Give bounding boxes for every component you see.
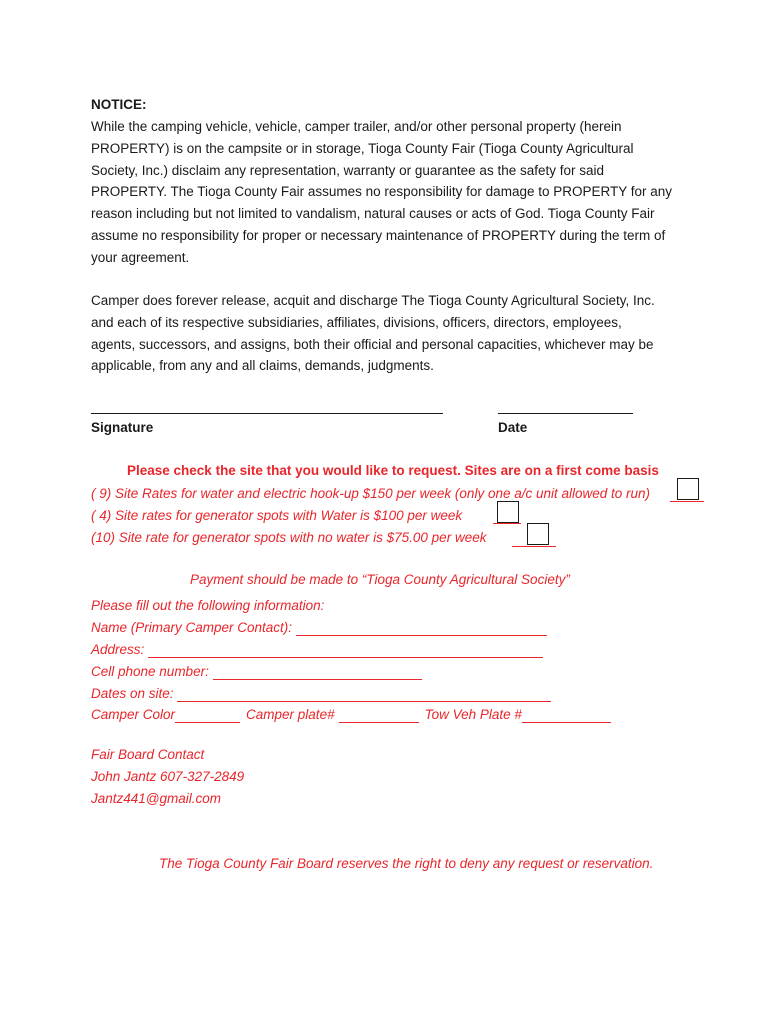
date-label: Date xyxy=(498,420,528,435)
notice-title: NOTICE: xyxy=(91,97,147,112)
option-underline xyxy=(512,545,556,547)
paragraph-line: agents, successors, and assigns, both their official and personal capacities, whichever may be xyxy=(91,336,654,352)
paragraph-line: assume no responsibility for proper or necessary maintenance of PROPERTY during the term of xyxy=(91,227,666,243)
cell-phone-input[interactable] xyxy=(213,664,422,680)
site-option-generator-water-checkbox[interactable] xyxy=(497,501,519,523)
address-label: Address: xyxy=(91,642,149,657)
paragraph-line: your agreement. xyxy=(91,249,190,265)
vehicle-row xyxy=(91,704,611,726)
name-row xyxy=(91,617,547,639)
address-row xyxy=(91,639,543,661)
camper-color-label: Camper Color xyxy=(91,707,176,722)
signature-field[interactable] xyxy=(91,401,443,414)
dates-on-site-input[interactable] xyxy=(177,686,551,702)
contact-name-phone: John Jantz 607-327-2849 xyxy=(91,769,245,784)
payment-note: Payment should be made to “Tioga County Agricultural Society” xyxy=(190,572,570,587)
site-option-generator-water: ( 4) Site rates for generator spots with Water is $100 per week xyxy=(91,508,463,523)
tow-plate-label: Tow Veh Plate # xyxy=(424,707,522,722)
name-input[interactable] xyxy=(296,620,547,636)
paragraph-line: reason including but not limited to vandalism, natural causes or acts of God. Tioga County Fair xyxy=(91,206,655,222)
camper-plate-label: Camper plate# xyxy=(246,707,335,722)
paragraph-line: applicable, from any and all claims, demands, judgments. xyxy=(91,358,434,374)
option-underline xyxy=(670,500,704,502)
notice-paragraph-1 xyxy=(91,116,672,269)
contact-email: Jantz441@gmail.com xyxy=(91,791,222,806)
site-request-heading: Please check the site that you would like to request. Sites are on a first come basis xyxy=(127,463,659,478)
paragraph-line: Society, Inc.) disclaim any representation, warranty or guarantee as the safety for said xyxy=(91,162,604,178)
release-paragraph xyxy=(91,290,655,377)
address-input[interactable] xyxy=(148,642,543,658)
site-option-water-electric-checkbox[interactable] xyxy=(677,478,699,500)
paragraph-line: PROPERTY. The Tioga County Fair assumes no responsibility for damage to PROPERTY for any xyxy=(91,184,673,200)
paragraph-line: Camper does forever release, acquit and discharge The Tioga County Agricultural Society, Inc. xyxy=(91,293,655,308)
paragraph-line: PROPERTY) is on the campsite or in storage, Tioga County Fair (Tioga County Agricultural xyxy=(91,140,634,156)
camper-plate-input[interactable] xyxy=(339,707,419,723)
cell-row xyxy=(91,661,422,683)
form-instructions: Please fill out the following information: xyxy=(91,598,325,613)
dates-row xyxy=(91,683,551,705)
paragraph-line: and each of its respective subsidiaries, affiliates, divisions, officers, directors, employees, xyxy=(91,314,622,330)
site-option-generator-no-water-checkbox[interactable] xyxy=(527,523,549,545)
site-option-water-electric: ( 9) Site Rates for water and electric hook-up $150 per week (only one a/c unit allowed to run) xyxy=(91,486,651,501)
camper-color-input[interactable] xyxy=(175,707,240,723)
tow-plate-input[interactable] xyxy=(522,707,611,723)
cell-label: Cell phone number: xyxy=(91,664,213,679)
contact-heading: Fair Board Contact xyxy=(91,747,205,762)
date-field[interactable] xyxy=(498,401,633,414)
paragraph-line: While the camping vehicle, vehicle, camper trailer, and/or other personal property (herein xyxy=(91,119,622,134)
dates-label: Dates on site: xyxy=(91,686,178,701)
site-option-generator-no-water: (10) Site rate for generator spots with no water is $75.00 per week xyxy=(91,530,487,545)
name-label: Name (Primary Camper Contact): xyxy=(91,620,296,635)
signature-label: Signature xyxy=(91,420,154,435)
footer-note: The Tioga County Fair Board reserves the right to deny any request or reservation. xyxy=(159,856,654,871)
